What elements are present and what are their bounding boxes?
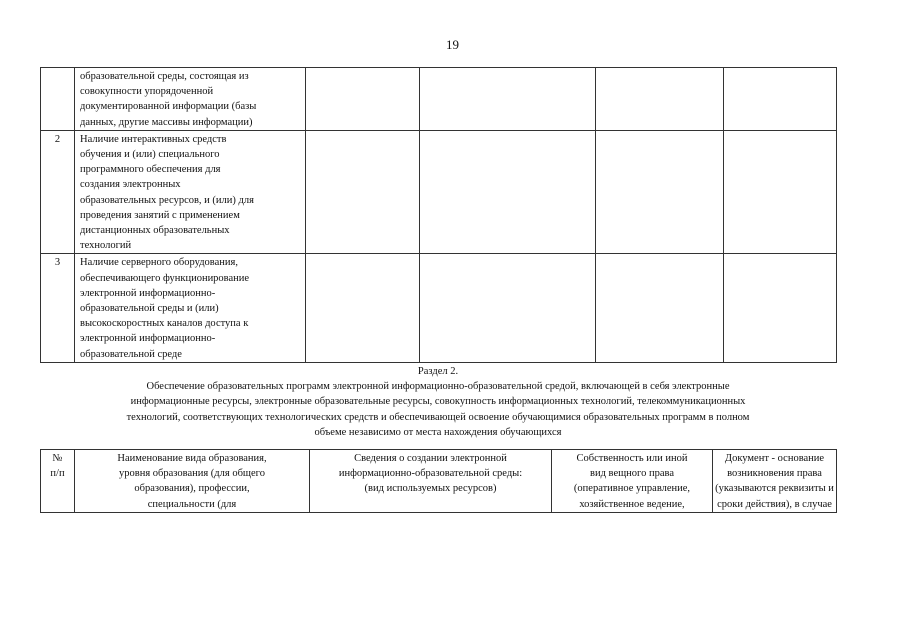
- text-line: данных, другие массивы информации): [80, 116, 253, 128]
- header-cell-number: [41, 450, 75, 513]
- table-row: [41, 254, 837, 362]
- text-line: Наличие интерактивных средств: [80, 133, 227, 145]
- text-line: документированной информации (базы: [80, 101, 257, 113]
- text-line: технологий: [80, 240, 132, 252]
- text-line: образовательной среды, состоящая из: [80, 71, 249, 82]
- text-line: образовательной среде: [80, 348, 182, 360]
- text-line: информационно-образовательной среды:: [338, 468, 523, 480]
- row-number: 2: [41, 130, 75, 254]
- text-line: Сведения о создании электронной: [354, 453, 507, 464]
- empty-cell: [596, 68, 724, 131]
- text-line: обеспечивающего функционирование: [80, 272, 250, 284]
- row-number: [41, 68, 75, 131]
- section-title: Раздел 2.: [417, 366, 459, 377]
- section-subtitle-line: технологий, соответствующих технологических средств и обеспечивающей освоение обучающимися образовательных программ в полном: [126, 411, 750, 423]
- text-line: хозяйственное ведение,: [579, 498, 685, 510]
- header-cell-education-type: [75, 450, 310, 513]
- empty-cell: [420, 68, 596, 131]
- page-number: 19: [446, 37, 459, 52]
- text-line: совокупности упорядоченной: [80, 86, 214, 98]
- empty-cell: [724, 130, 837, 254]
- text-line: Наличие серверного оборудования,: [80, 257, 238, 269]
- table-header-row: [41, 450, 837, 513]
- text-line: вид вещного права: [590, 468, 674, 480]
- resources-table: [40, 67, 837, 363]
- text-line: (вид используемых ресурсов): [364, 483, 497, 495]
- section-subtitle-line: Обеспечение образовательных программ электронной информационно-образовательной средой, включающей в себя электронные: [146, 381, 730, 393]
- empty-cell: [420, 254, 596, 362]
- text-line: электронной информационно-: [80, 287, 216, 299]
- text-line: Наименование вида образования,: [117, 453, 267, 464]
- text-line: возникновения права: [727, 468, 822, 480]
- section-heading: [40, 364, 836, 440]
- empty-cell: [596, 130, 724, 254]
- text-line: образовательной среды и (или): [80, 303, 219, 315]
- text-line: уровня образования (для общего: [119, 468, 265, 480]
- text-line: п/п: [50, 468, 65, 480]
- text-line: сроки действия), в случае: [717, 498, 832, 510]
- empty-cell: [596, 254, 724, 362]
- text-line: высокоскоростных каналов доступа к: [80, 318, 249, 330]
- row-description: [75, 130, 306, 254]
- row-description: [75, 68, 306, 131]
- empty-cell: [420, 130, 596, 254]
- text-line: №: [52, 453, 63, 464]
- text-line: создания электронных: [80, 179, 181, 191]
- table-row: [41, 130, 837, 254]
- text-line: программного обеспечения для: [80, 164, 221, 176]
- empty-cell: [306, 68, 420, 131]
- text-line: обучения и (или) специального: [80, 149, 220, 161]
- section2-table: [40, 449, 837, 513]
- row-number: 3: [41, 254, 75, 362]
- table-row: [41, 68, 837, 131]
- text-line: образования), профессии,: [134, 483, 250, 495]
- text-line: дистанционных образовательных: [80, 225, 230, 237]
- empty-cell: [724, 68, 837, 131]
- text-line: (указываются реквизиты и: [715, 483, 834, 495]
- text-line: образовательных ресурсов, и (или) для: [80, 194, 254, 206]
- empty-cell: [724, 254, 837, 362]
- empty-cell: [306, 130, 420, 254]
- text-line: проведения занятий с применением: [80, 209, 240, 221]
- empty-cell: [306, 254, 420, 362]
- text-line: электронной информационно-: [80, 333, 216, 345]
- text-line: Собственность или иной: [576, 453, 688, 464]
- header-cell-eios-info: [310, 450, 552, 513]
- section-subtitle-line: информационные ресурсы, электронные образовательные ресурсы, совокупность информационных технологий, телекоммуникационных: [130, 396, 746, 408]
- header-cell-document: [713, 450, 837, 513]
- header-cell-ownership: [552, 450, 713, 513]
- text-line: специальности (для: [147, 498, 237, 510]
- text-line: Документ - основание: [724, 453, 825, 464]
- row-description: [75, 254, 306, 362]
- text-line: (оперативное управление,: [573, 483, 691, 495]
- section-subtitle-line: объеме независимо от места нахождения обучающихся: [314, 426, 562, 438]
